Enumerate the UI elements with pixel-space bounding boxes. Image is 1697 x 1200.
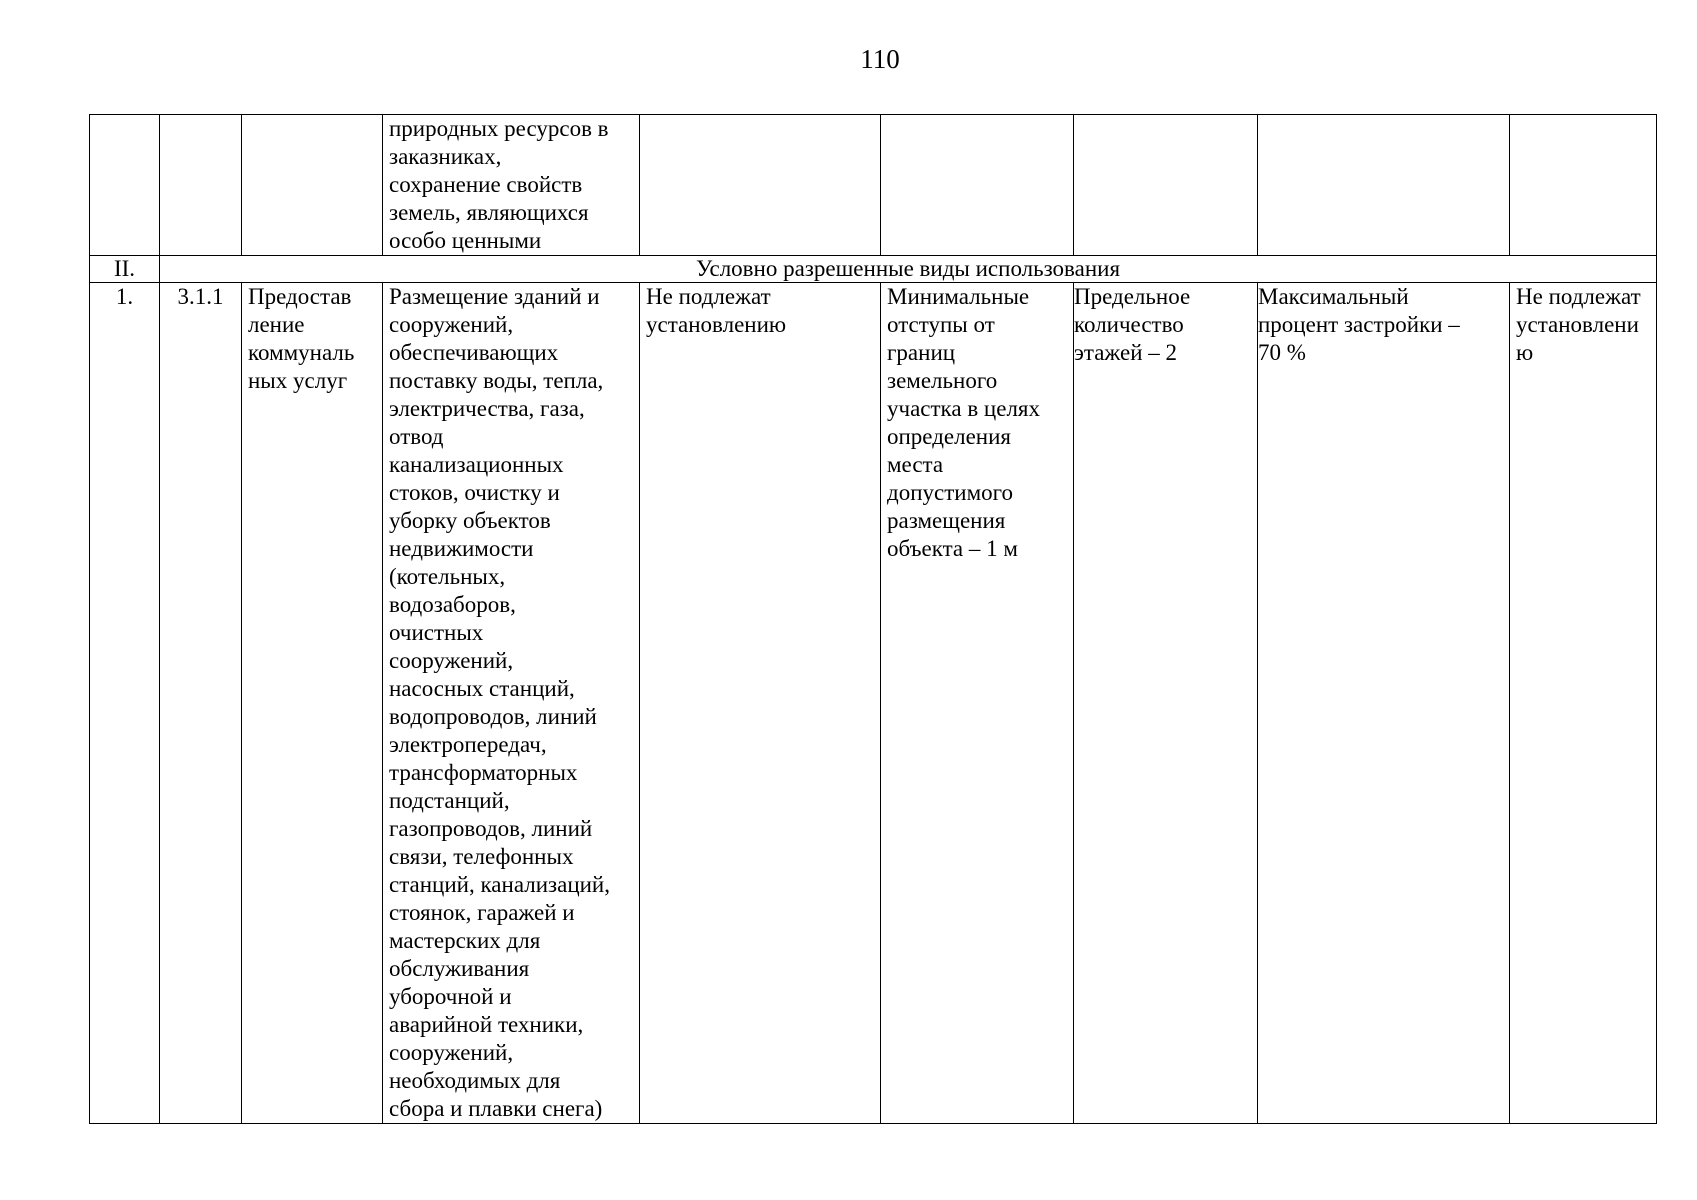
plot-size-cell: Не подлежат установлению xyxy=(640,283,881,1124)
continuation-description-cell: природных ресурсов в заказниках, сохранение свойств земель, являющихся особо ценными xyxy=(383,115,640,256)
cell-empty xyxy=(640,115,881,256)
setbacks-cell: Минимальные отступы от границ земельного участка в целях определения места допустимого размещения объекта – 1 м xyxy=(881,283,1074,1124)
section-number-cell: II. xyxy=(90,256,160,283)
cell-empty xyxy=(90,115,160,256)
continuation-row xyxy=(90,115,1657,256)
zoning-regulations-table xyxy=(89,114,1657,1124)
use-name-cell: Предостав ление коммуналь ных услуг xyxy=(242,283,383,1124)
cell-empty xyxy=(1258,115,1510,256)
other-params-cell: Не подлежат установлени ю xyxy=(1510,283,1657,1124)
cell-empty xyxy=(242,115,383,256)
use-description-cell: Размещение зданий и сооружений, обеспечивающих поставку воды, тепла, электричества, газа, отвод канализационных стоков, очистку и уборку объектов недвижимости (котельных, водозаборов, очистных сооружений, насосных станций, водопроводов, линий электропередач, трансформаторных подстанций, газопроводов, линий связи, телефонных станций, канализаций, стоянок, гаражей и мастерских для обслуживания уборочной и аварийной техники, сооружений, необходимых для сбора и плавки снега) xyxy=(383,283,640,1124)
section-title-cell: Условно разрешенные виды использования xyxy=(160,256,1657,283)
cell-empty xyxy=(1074,115,1258,256)
use-code-cell: 3.1.1 xyxy=(160,283,242,1124)
row-number-cell: 1. xyxy=(90,283,160,1124)
coverage-cell: Максимальный процент застройки – 70 % xyxy=(1258,283,1510,1124)
page-number: 110 xyxy=(860,44,900,74)
cell-empty xyxy=(160,115,242,256)
table-row xyxy=(90,283,1657,1124)
floors-cell: Предельное количество этажей – 2 xyxy=(1074,283,1258,1124)
section-header-row xyxy=(90,256,1657,283)
cell-empty xyxy=(881,115,1074,256)
cell-empty xyxy=(1510,115,1657,256)
